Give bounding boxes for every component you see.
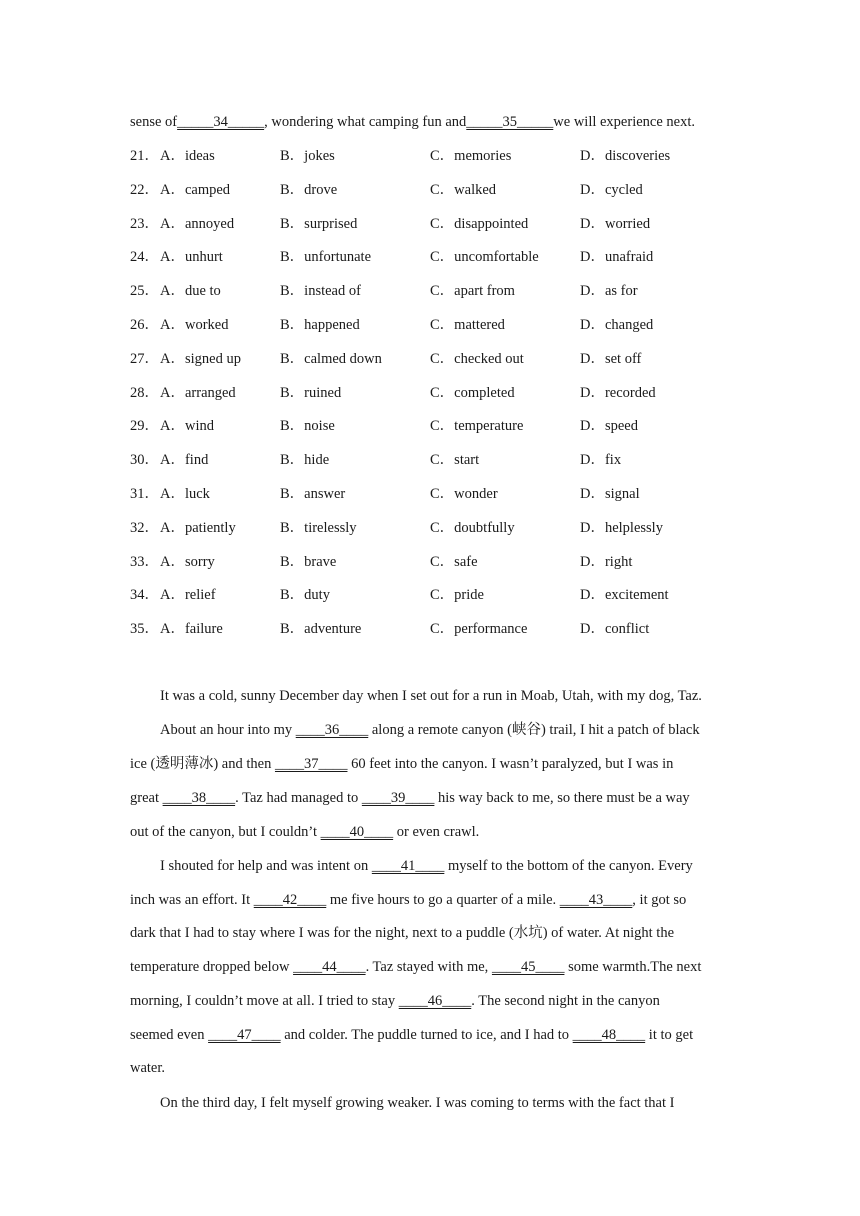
- blank-44: ____44____: [293, 959, 366, 975]
- option-c: C．walked: [430, 181, 497, 198]
- option-b: B．surprised: [280, 215, 358, 232]
- intro-middle: , wondering what camping fun and: [264, 114, 467, 130]
- passage-line: inch was an effort. It ____42____ me five hours to go a quarter of a mile. ____43____, it got so: [130, 892, 687, 908]
- option-b: B．adventure: [280, 621, 362, 638]
- option-c: C．checked out: [430, 350, 524, 367]
- blank-38: ____38____: [162, 790, 236, 806]
- question-number: 31．: [130, 486, 159, 502]
- question-number: 34．: [130, 587, 159, 604]
- option-c: C．pride: [430, 587, 484, 604]
- option-c: C．mattered: [430, 317, 505, 333]
- option-c: C．wonder: [430, 486, 498, 502]
- option-a: A．ideas: [160, 148, 215, 164]
- question-number: 27．: [130, 350, 159, 367]
- option-d: D．changed: [580, 317, 654, 333]
- blank-34: _____34_____: [177, 114, 265, 130]
- option-d: D．conflict: [580, 621, 650, 638]
- option-b: B．happened: [280, 317, 360, 333]
- blank-40: ____40____: [320, 824, 394, 840]
- intro-before: sense of: [130, 114, 178, 130]
- option-a: A．worked: [160, 317, 229, 333]
- option-a: A．annoyed: [160, 215, 235, 232]
- option-b: B．drove: [280, 181, 338, 198]
- passage-paragraph-4: On the third day, I felt myself growing weaker. I was coming to terms with the fact that I: [160, 1095, 675, 1111]
- question-number: 35．: [130, 621, 159, 638]
- question-number: 32．: [130, 519, 159, 536]
- option-d: D．discoveries: [580, 148, 671, 164]
- passage-line: morning, I couldn’t move at all. I tried to stay ____46____. The second night in the canyon: [130, 993, 660, 1009]
- option-c: C．memories: [430, 148, 512, 164]
- option-a: A．patiently: [160, 519, 236, 536]
- blank-45: ____45____: [491, 959, 565, 975]
- option-a: A．find: [160, 452, 209, 469]
- blank-37: ____37____: [274, 756, 348, 772]
- option-b: B．ruined: [280, 384, 342, 401]
- option-d: D．recorded: [580, 384, 656, 401]
- option-b: B．noise: [280, 418, 335, 435]
- option-a: A．signed up: [160, 350, 241, 367]
- passage-line: seemed even ____47____ and colder. The puddle turned to ice, and I had to ____48____ it to get: [130, 1027, 694, 1043]
- question-number: 28．: [130, 384, 159, 401]
- intro-line: [130, 112, 695, 132]
- blank-47: ____47____: [208, 1027, 281, 1043]
- intro-after: we will experience next.: [553, 114, 695, 130]
- question-number: 33．: [130, 553, 159, 570]
- question-number: 26．: [130, 317, 159, 333]
- blank-46: ____46____: [398, 993, 472, 1009]
- question-number: 24．: [130, 249, 159, 266]
- passage-paragraph-1: It was a cold, sunny December day when I set out for a run in Moab, Utah, with my dog, Taz.: [160, 688, 702, 704]
- blank-42: ____42____: [253, 892, 327, 908]
- option-d: D．speed: [580, 418, 638, 435]
- option-d: D．unafraid: [580, 249, 654, 266]
- blank-39: ____39____: [361, 790, 435, 806]
- question-number: 29．: [130, 418, 159, 435]
- option-a: A．unhurt: [160, 249, 223, 266]
- option-d: D．fix: [580, 452, 622, 469]
- option-a: A．arranged: [160, 384, 236, 401]
- option-b: B．unfortunate: [280, 249, 372, 266]
- passage-line: temperature dropped below ____44____. Taz stayed with me, ____45____ some warmth.The next: [130, 959, 702, 975]
- option-a: A．failure: [160, 621, 223, 638]
- passage-line: water.: [130, 1060, 166, 1076]
- option-c: C．apart from: [430, 283, 515, 300]
- question-number: 30．: [130, 452, 159, 469]
- passage-line: I shouted for help and was intent on ____41____ myself to the bottom of the canyon. Every: [160, 858, 693, 874]
- blank-36: ____36____: [295, 722, 369, 738]
- option-b: B．instead of: [280, 283, 361, 300]
- option-b: B．hide: [280, 452, 330, 469]
- option-b: B．jokes: [280, 148, 335, 164]
- option-c: C．temperature: [430, 418, 524, 435]
- question-number: 23．: [130, 215, 159, 232]
- passage-line: ice (透明薄冰) and then ____37____ 60 feet into the canyon. I wasn’t paralyzed, but I was in: [130, 756, 674, 772]
- option-c: C．performance: [430, 621, 528, 638]
- option-c: C．safe: [430, 553, 478, 570]
- passage-line: out of the canyon, but I couldn’t ____40____ or even crawl.: [130, 824, 480, 840]
- option-d: D．set off: [580, 350, 642, 367]
- blank-43: ____43____: [559, 892, 633, 908]
- option-c: C．uncomfortable: [430, 249, 539, 266]
- option-a: A．sorry: [160, 553, 215, 570]
- option-a: A．due to: [160, 283, 221, 300]
- blank-48: ____48____: [572, 1027, 646, 1043]
- blank-41: ____41____: [371, 858, 445, 874]
- option-c: C．disappointed: [430, 215, 529, 232]
- option-d: D．helplessly: [580, 519, 663, 536]
- option-a: A．wind: [160, 418, 214, 435]
- option-a: A．camped: [160, 181, 231, 198]
- question-number: 25．: [130, 283, 159, 300]
- option-b: B．duty: [280, 587, 330, 604]
- option-d: D．excitement: [580, 587, 669, 604]
- blank-35: _____35_____: [466, 114, 554, 130]
- option-d: D．cycled: [580, 181, 643, 198]
- option-c: C．start: [430, 452, 480, 469]
- passage-line: About an hour into my ____36____ along a remote canyon (峡谷) trail, I hit a patch of black: [160, 722, 700, 738]
- option-c: C．completed: [430, 384, 515, 401]
- question-number: 22．: [130, 181, 159, 198]
- option-a: A．relief: [160, 587, 216, 604]
- option-a: A．luck: [160, 486, 210, 502]
- passage-line: great ____38____. Taz had managed to ____39____ his way back to me, so there must be a way: [130, 790, 690, 806]
- option-b: B．tirelessly: [280, 519, 357, 536]
- option-b: B．calmed down: [280, 350, 382, 367]
- option-b: B．answer: [280, 486, 346, 502]
- option-d: D．worried: [580, 215, 651, 232]
- option-d: D．right: [580, 553, 633, 570]
- passage-line: dark that I had to stay where I was for the night, next to a puddle (水坑) of water. At night the: [130, 925, 675, 941]
- option-c: C．doubtfully: [430, 519, 515, 536]
- option-d: D．signal: [580, 486, 640, 502]
- option-d: D．as for: [580, 283, 638, 300]
- question-number: 21．: [130, 148, 159, 164]
- option-b: B．brave: [280, 553, 337, 570]
